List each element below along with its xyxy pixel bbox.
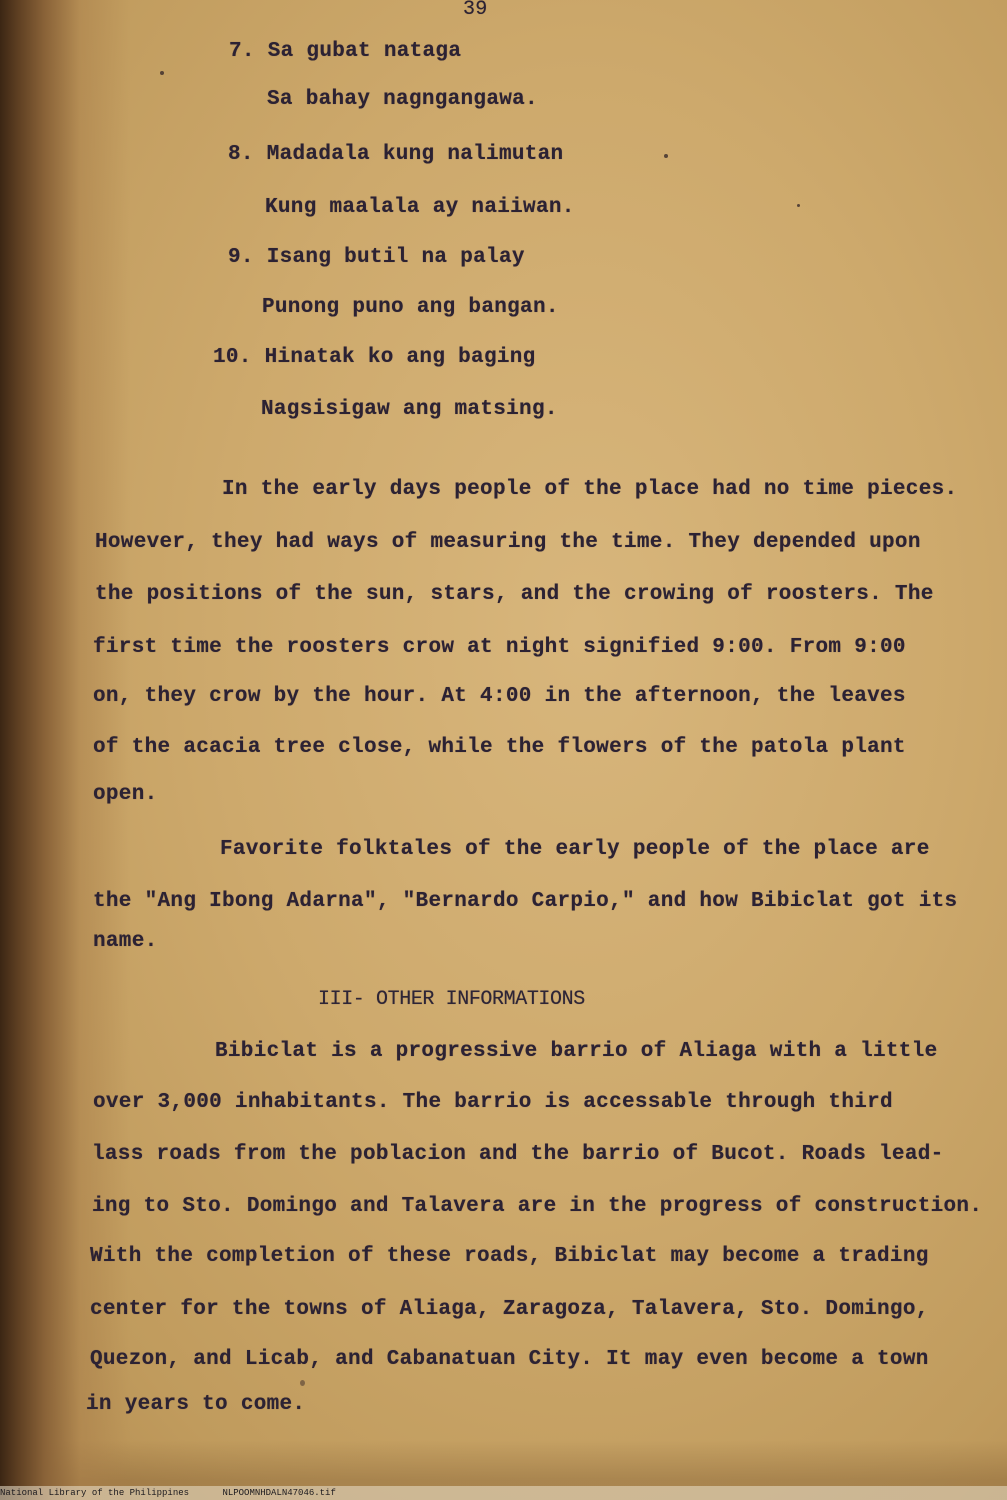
section-heading: III- OTHER INFORMATIONS [318, 988, 585, 1011]
riddle-8-line-1: 8. Madadala kung nalimutan [228, 143, 564, 166]
paragraph-line: the "Ang Ibong Adarna", "Bernardo Carpio," and how Bibiclat got its [93, 890, 958, 913]
paragraph-line: lass roads from the poblacion and the barrio of Bucot. Roads lead- [92, 1143, 944, 1166]
paragraph-line: open. [93, 783, 158, 806]
ink-speck [664, 154, 668, 158]
ink-speck [300, 1380, 305, 1386]
ink-speck [160, 71, 164, 75]
footer-library: National Library of the Philippines [0, 1488, 190, 1498]
paragraph-line: With the completion of these roads, Bibiclat may become a trading [90, 1245, 929, 1268]
paragraph-line: name. [93, 930, 158, 953]
riddle-7-line-1: 7. Sa gubat nataga [229, 40, 462, 63]
paragraph-line: center for the towns of Aliaga, Zaragoza, Talavera, Sto. Domingo, [90, 1298, 929, 1321]
paragraph-line: in years to come. [86, 1393, 306, 1416]
page-number: 39 [463, 0, 488, 21]
riddle-9-line-1: 9. Isang butil na palay [228, 246, 525, 269]
riddle-10-line-1: 10. Hinatak ko ang baging [213, 346, 536, 369]
paragraph-line: first time the roosters crow at night signified 9:00. From 9:00 [93, 636, 906, 659]
paragraph-line: ing to Sto. Domingo and Talavera are in the progress of construction. [92, 1195, 983, 1218]
paragraph-line: However, they had ways of measuring the time. They depended upon [95, 531, 921, 554]
paragraph-line: In the early days people of the place had no time pieces. [222, 478, 958, 501]
ink-speck [797, 204, 800, 207]
paragraph-line: Favorite folktales of the early people of the place are [220, 838, 930, 861]
paragraph-line: of the acacia tree close, while the flowers of the patola plant [93, 736, 906, 759]
riddle-8-line-2: Kung maalala ay naiiwan. [265, 196, 575, 219]
paragraph-line: over 3,000 inhabitants. The barrio is accessable through third [93, 1091, 893, 1114]
paragraph-line: Quezon, and Licab, and Cabanatuan City. It may even become a town [90, 1348, 929, 1371]
paragraph-line: the positions of the sun, stars, and the crowing of roosters. The [95, 583, 934, 606]
riddle-9-line-2: Punong puno ang bangan. [262, 296, 559, 319]
riddle-10-line-2: Nagsisigaw ang matsing. [261, 398, 558, 421]
scan-footer [0, 1486, 1007, 1500]
riddle-7-line-2: Sa bahay nagngangawa. [267, 88, 538, 111]
paragraph-line: Bibiclat is a progressive barrio of Aliaga with a little [215, 1040, 938, 1063]
paragraph-line: on, they crow by the hour. At 4:00 in the afternoon, the leaves [93, 685, 906, 708]
footer-filename: NLPOOMNHDALN47046.tif [222, 1488, 336, 1498]
